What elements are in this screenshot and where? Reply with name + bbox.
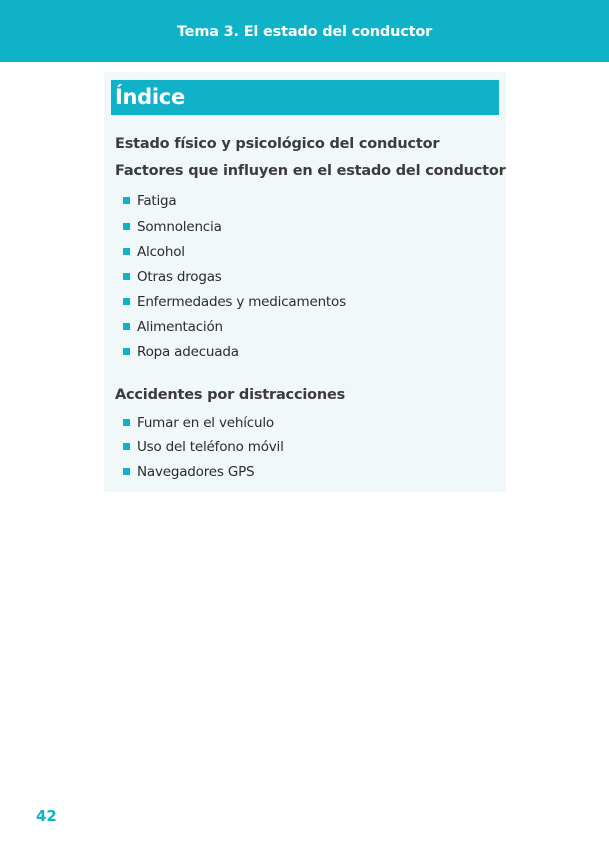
bullet-square-icon — [123, 273, 130, 280]
list-item-label: Alimentación — [137, 319, 223, 335]
list-item — [123, 219, 222, 235]
bullet-square-icon — [123, 468, 130, 475]
list-item-label: Ropa adecuada — [137, 344, 239, 360]
list-item — [123, 319, 223, 335]
list-item — [123, 464, 254, 480]
bullet-square-icon — [123, 419, 130, 426]
list-item-label: Enfermedades y medicamentos — [137, 294, 346, 310]
section-heading-factores: Factores que influyen en el estado del conductor — [115, 163, 506, 179]
bullet-square-icon — [123, 443, 130, 450]
index-box — [104, 72, 506, 492]
bullet-square-icon — [123, 248, 130, 255]
chapter-title: Tema 3. El estado del conductor — [176, 24, 433, 40]
list-item — [123, 193, 177, 209]
index-title-bar — [111, 80, 499, 115]
section-heading-estado-fisico: Estado físico y psicológico del conductor — [115, 136, 440, 152]
list-item — [123, 294, 346, 310]
list-item — [123, 344, 239, 360]
bullet-square-icon — [123, 323, 130, 330]
page-number: 42 — [36, 807, 57, 825]
index-title: Índice — [115, 85, 185, 109]
bullet-square-icon — [123, 197, 130, 204]
list-item-label: Fumar en el vehículo — [137, 415, 274, 431]
list-item-label: Otras drogas — [137, 269, 222, 285]
list-item-label: Fatiga — [137, 193, 177, 209]
list-item-label: Alcohol — [137, 244, 185, 260]
list-item — [123, 415, 274, 431]
list-item-label: Uso del teléfono móvil — [137, 439, 284, 455]
list-item — [123, 269, 222, 285]
section-heading-accidentes: Accidentes por distracciones — [115, 387, 346, 403]
list-item-label: Somnolencia — [137, 219, 222, 235]
list-item — [123, 244, 185, 260]
bullet-square-icon — [123, 298, 130, 305]
bullet-square-icon — [123, 223, 130, 230]
list-item-label: Navegadores GPS — [137, 464, 255, 480]
bullet-square-icon — [123, 348, 130, 355]
list-item — [123, 439, 284, 455]
